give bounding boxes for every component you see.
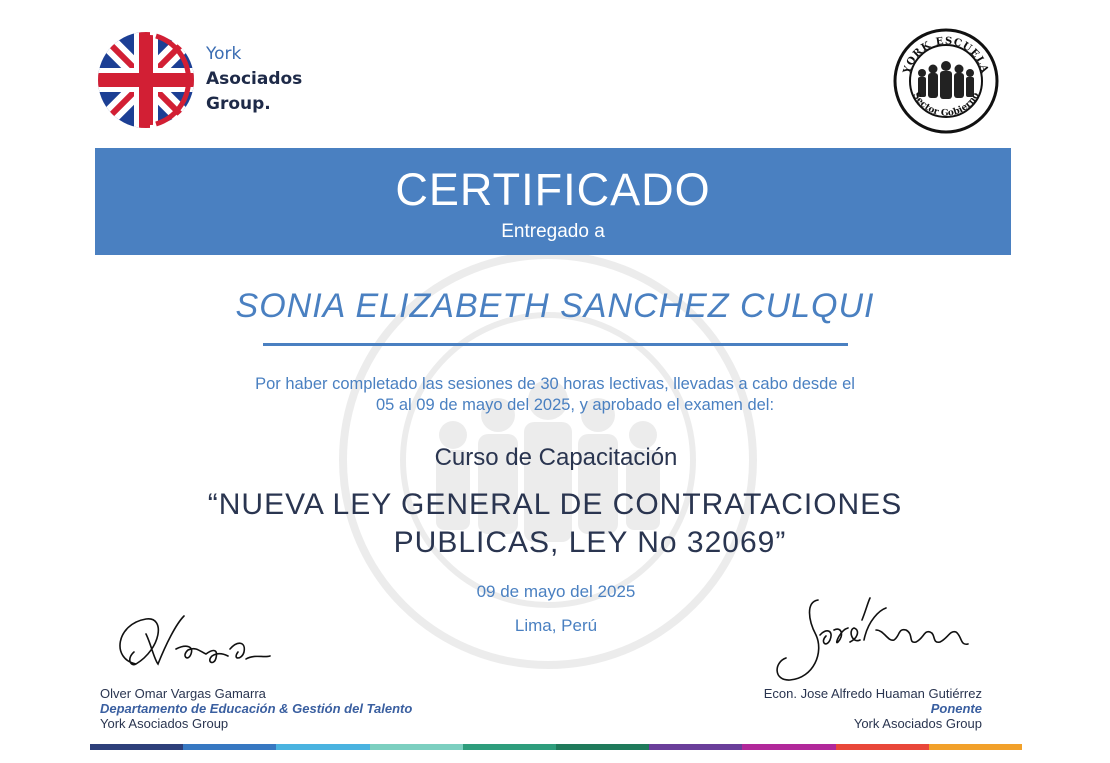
right-signatory — [764, 686, 982, 731]
york-escuela-seal-icon — [893, 28, 999, 134]
description-line-1: Por haber completado las sesiones de 30 horas lectivas, llevadas a cabo desde el — [255, 375, 855, 393]
issue-date: 09 de mayo del 2025 — [476, 582, 636, 601]
seal-top-text: YORK ESCUELA — [901, 35, 991, 76]
certificate-banner — [95, 148, 1011, 255]
recipient-name: SONIA ELIZABETH SANCHEZ CULQUI — [235, 287, 875, 325]
course-title-line-1: “NUEVA LEY GENERAL DE CONTRATACIONES — [207, 488, 903, 521]
left-signature-icon — [106, 604, 276, 684]
stripe-segment — [370, 744, 463, 750]
certificate-title: CERTIFICADO — [395, 164, 711, 215]
stripe-segment — [649, 744, 742, 750]
right-signatory-name: Econ. Jose Alfredo Huaman Gutiérrez — [763, 686, 982, 701]
stripe-segment — [183, 744, 276, 750]
stripe-segment — [836, 744, 929, 750]
brand-name — [206, 42, 302, 117]
stripe-segment — [742, 744, 835, 750]
right-signatory-role: Ponente — [930, 701, 982, 716]
issue-place: Lima, Perú — [514, 616, 598, 635]
left-signatory-org: York Asociados Group — [100, 716, 229, 731]
right-signatory-org: York Asociados Group — [853, 716, 982, 731]
right-signature-icon — [768, 590, 978, 686]
course-title — [150, 486, 960, 562]
stripe-segment — [463, 744, 556, 750]
brand-line-1: York — [206, 44, 242, 64]
description-line-2: 05 al 09 de mayo del 2025, y aprobado el examen del: — [375, 396, 775, 414]
york-flag-logo-icon — [96, 30, 196, 130]
brand-line-2: Asociados — [206, 69, 303, 89]
left-signatory — [100, 686, 412, 731]
footer-color-stripe — [90, 744, 1022, 750]
certificate-subtitle: Entregado a — [501, 221, 605, 242]
stripe-segment — [556, 744, 649, 750]
seal-bottom-text: Sector Gobierno — [910, 90, 982, 119]
left-signatory-name: Olver Omar Vargas Gamarra — [100, 686, 266, 701]
brand-line-3: Group. — [206, 94, 271, 114]
course-type: Curso de Capacitación — [434, 444, 678, 471]
stripe-segment — [90, 744, 183, 750]
stripe-segment — [929, 744, 1022, 750]
completion-description — [200, 374, 910, 416]
recipient-underline — [263, 343, 848, 346]
course-title-line-2: PUBLICAS, LEY No 32069” — [393, 526, 787, 559]
stripe-segment — [276, 744, 369, 750]
left-signatory-role: Departamento de Educación & Gestión del Talento — [100, 701, 413, 716]
